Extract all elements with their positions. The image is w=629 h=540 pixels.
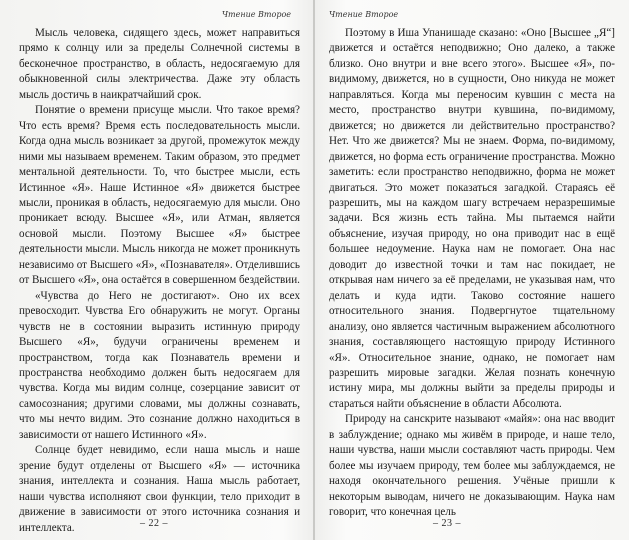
paragraph: Поэтому в Иша Упанишаде сказано: «Оно [Высшее „Я“] движется и остаётся неподвижно; Оно далеко, а также близко. Оно внутри и вне всего этого». Высшее «Я», по-видимому, движется, но в сущности, Оно никуда не может направляться. Когда мы переносим кувшин с места на место, пространство внутри кувшина, по-видимому, движется; но движется ли действительно пространство? Нет. Что же движется? Мы не знаем. Форма, по-видимому, движется, но форма есть ограничение пространства. Можно заметить: если пространство неподвижно, форма не может двигаться. Это может показаться загадкой. Стараясь её разрешить, мы на каждом шагу встречаем неразрешимые задачи. Вся жизнь есть тайна. Мы пытаемся найти объяснение, изучая природу, но она приводит нас в ещё большее недоумение. Наука нам не помогает. Она нас доводит до известной точки и там нас покидает, не открывая нам ничего за её пределами, не указывая нам, что делать и куда идти. Таково состояние нашего относительного знания. Подвергнутое тщательному анализу, оно является частичным выражением абсолютного знания, составляющего настоящую природу Истинного «Я». Относительное знание, однако, не помогает нам разрешить мировые загадки. Желая познать конечную истину мира, мы должны выйти за пределы природы и стараться найти объяснение в области Абсолюта. (329, 27, 615, 410)
paragraph: Мысль человека, сидящего здесь, может направиться прямо к солнцу или за пределы Солнечной системы в бесконечное пространство, в область, недосягаемую для обыкновенной силы электричества. Даже эту область мысль достичь в наикратчайший срок. (19, 27, 300, 101)
paragraph: Понятие о времени присуще мысли. Что такое время? Что есть время? Время есть последовательность мысли. Когда одна мысль возникает за другой, промежуток между ними мы называем временем. Таким образом, это предмет ментальной деятельности. То, что быстрее мысли, есть Истинное «Я». Наше Истинное «Я» движется быстрее мысли, проникая в область, недосягаемую для мысли. Оно проникает всюду. Высшее «Я», или Атман, является основой мысли. Поэтому Высшее «Я» быстрее деятельности мысли. Мысль никогда не может проникнуть независимо от Высшего «Я», «Познавателя». Отделившись от Высшего «Я», она остаётся в совершенном бездействии. (19, 104, 300, 287)
paragraph: Природу на санскрите называют «майя»: она нас вводит в заблуждение; однако мы живём в природе, и наше тело, наши чувства, наши мысли составляют часть природы. Чем более мы изучаем природу, тем более мы заблуждаемся, не находя окончательного решения. Учёные пришли к некоторым выводам, ничего не доказывающим. Наука нам говорит, что конечная цель (329, 413, 615, 519)
running-header-right: Чтение Второе (329, 10, 399, 19)
paragraph: Солнце будет невидимо, если наша мысль и наше зрение будут отделены от Высшего «Я» — источника знания, интеллекта и сознания. Наша мысль работает, наши чувства исполняют свои функции, тело приходит в движение в зависимости от этого источника сознания и интеллекта. (19, 444, 300, 534)
running-header-left: Чтение Второе (221, 10, 291, 19)
page-number-left: – 22 – (140, 518, 168, 529)
right-page (315, 0, 629, 540)
right-page-body (329, 26, 615, 521)
paragraph: «Чувства до Него не достигают». Оно их всех превосходит. Чувства Его обнаружить не могут. Органы чувств не в состоянии выразить истинную природу Высшего «Я», будучи ограничены временем и пространством, тогда как Познаватель времени и пространства необходимо должен быть недосягаем для чувства. Когда мы видим солнце, созерцание зависит от самосознания; другими словами, мы должны сознавать, что мы нечто видим. Это сознание должно находиться в зависимости от нашего Истинного «Я». (19, 289, 300, 441)
left-page-body (19, 26, 300, 536)
left-page (0, 0, 313, 540)
page-number-right: – 23 – (433, 518, 461, 529)
